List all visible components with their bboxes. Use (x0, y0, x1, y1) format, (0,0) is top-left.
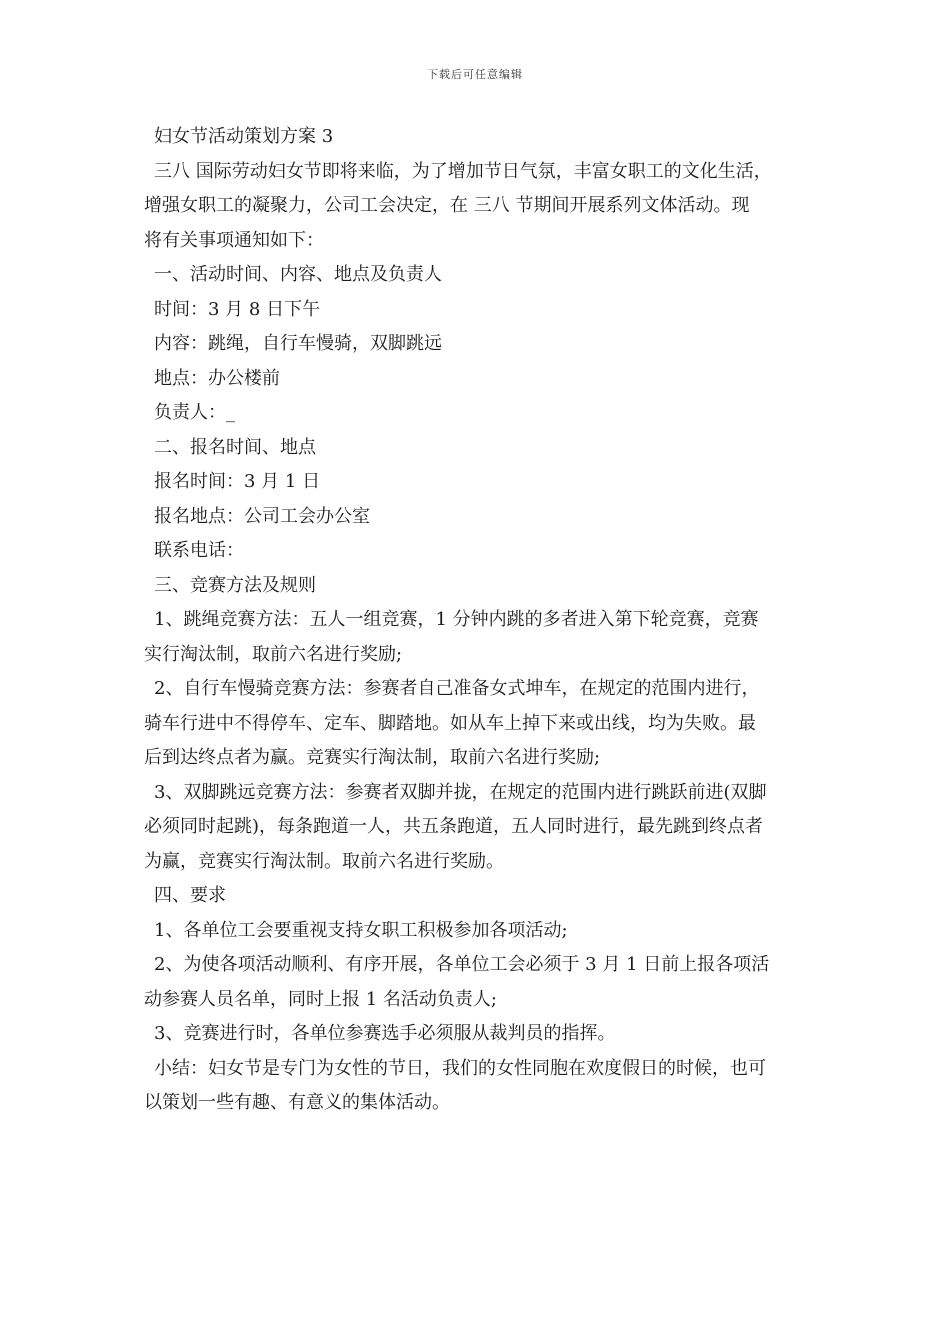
paragraph-line: 内容：跳绳，自行车慢骑，双脚跳远 (154, 333, 442, 354)
paragraph-line: 1、各单位工会要重视支持女职工积极参加各项活动; (154, 919, 568, 941)
document-body (144, 120, 834, 1121)
paragraph-line: 小结：妇女节是专门为女性的节日，我们的女性同胞在欢度假日的时候，也可 (154, 1057, 766, 1079)
paragraph-line: 妇女节活动策划方案 3 (154, 126, 334, 147)
paragraph-line: 3、竞赛进行时，各单位参赛选手必须服从裁判员的指挥。 (154, 1023, 616, 1044)
paragraph-line: 四、要求 (154, 885, 226, 906)
paragraph-line: 2、自行车慢骑竞赛方法：参赛者自己准备女式坤车，在规定的范围内进行， (154, 678, 760, 699)
paragraph-line: 联系电话： (154, 540, 244, 561)
paragraph-line: 骑车行进中不得停车、定车、脚踏地。如从车上掉下来或出线，均为失败。最 (144, 712, 756, 734)
paragraph-line: 后到达终点者为赢。竞赛实行淘汰制，取前六名进行奖励; (144, 747, 601, 768)
paragraph-line: 3、双脚跳远竞赛方法：参赛者双脚并拢，在规定的范围内进行跳跃前进(双脚 (154, 781, 767, 803)
paragraph-line: 动参赛人员名单，同时上报 1 名活动负责人; (144, 988, 497, 1010)
paragraph-line: 三、竞赛方法及规则 (154, 574, 316, 596)
header-note: 下载后可任意编辑 (427, 68, 523, 81)
paragraph-line: 为赢，竞赛实行淘汰制。取前六名进行奖励。 (144, 850, 504, 872)
paragraph-line: 负责人：_ (154, 402, 235, 423)
paragraph-line: 报名地点：公司工会办公室 (154, 505, 370, 527)
paragraph-line: 地点：办公楼前 (154, 367, 280, 389)
paragraph-line: 1、跳绳竞赛方法：五人一组竞赛，1 分钟内跳的多者进入第下轮竞赛，竞赛 (154, 609, 759, 630)
paragraph-line: 二、报名时间、地点 (154, 436, 316, 458)
paragraph-line: 以策划一些有趣、有意义的集体活动。 (144, 1092, 450, 1113)
paragraph-line: 三八 国际劳动妇女节即将来临，为了增加节日气氛，丰富女职工的文化生活， (154, 160, 772, 182)
paragraph-line: 报名时间：3 月 1 日 (154, 471, 321, 492)
paragraph-line: 时间：3 月 8 日下午 (154, 298, 321, 320)
paragraph-line: 实行淘汰制，取前六名进行奖励; (144, 643, 403, 665)
paragraph-line: 必须同时起跳)，每条跑道一人，共五条跑道，五人同时进行，最先跳到终点者 (144, 816, 764, 837)
paragraph-line: 增强女职工的凝聚力，公司工会决定，在 三八 节期间开展系列文体活动。现 (144, 195, 750, 216)
paragraph-line: 2、为使各项活动顺利、有序开展，各单位工会必须于 3 月 1 日前上报各项活 (154, 954, 770, 975)
paragraph-line: 将有关事项通知如下： (144, 229, 324, 251)
paragraph-line: 一、活动时间、内容、地点及负责人 (154, 264, 442, 285)
